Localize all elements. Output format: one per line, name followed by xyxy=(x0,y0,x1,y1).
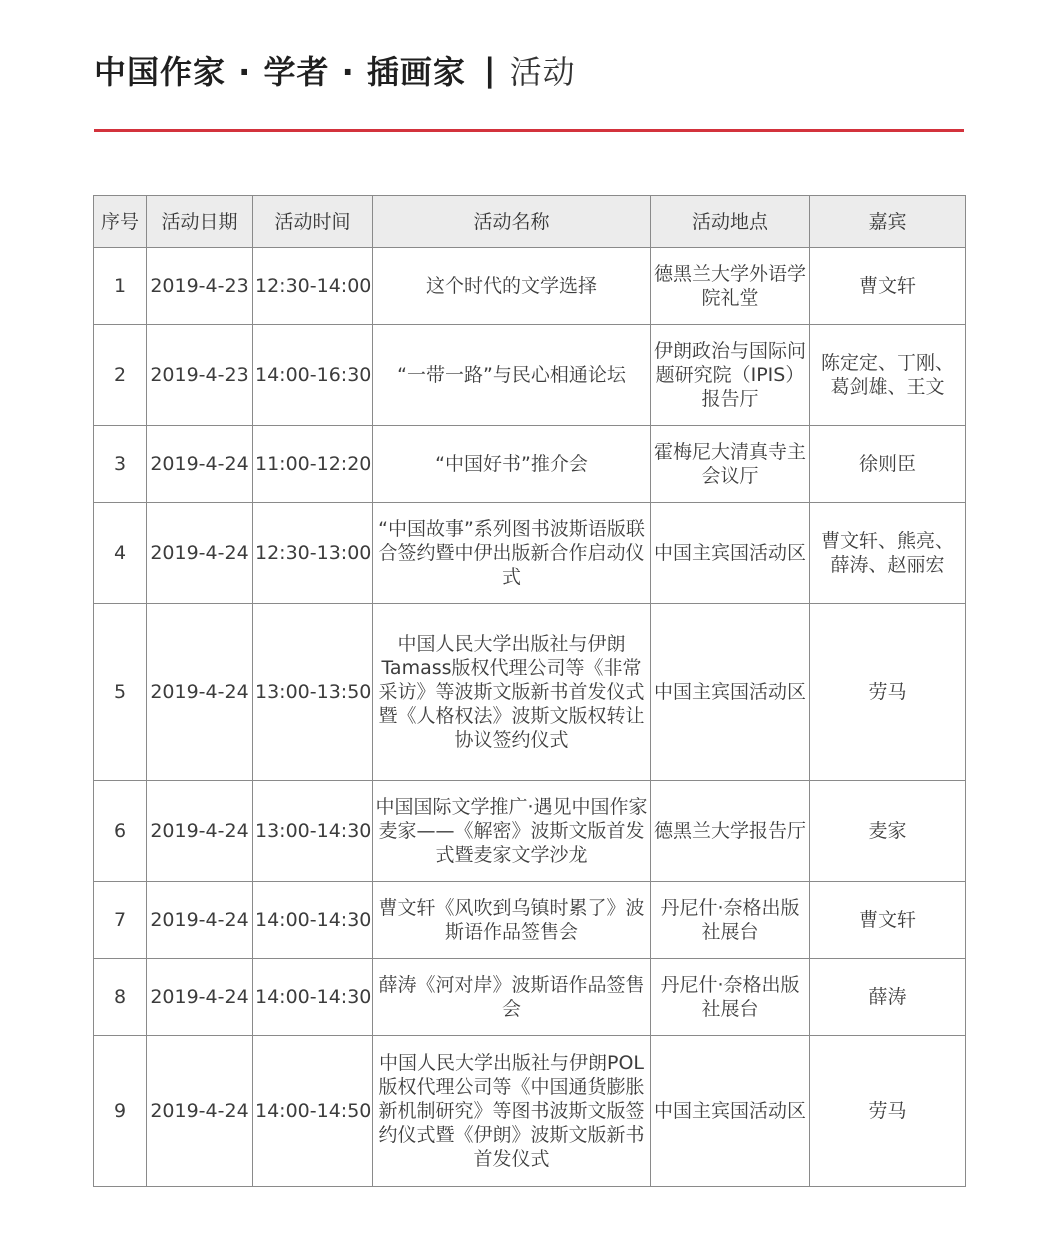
cell-guests: 劳马 xyxy=(810,604,966,781)
column-header-guests: 嘉宾 xyxy=(810,196,966,248)
title-separator: | xyxy=(483,51,496,89)
cell-venue: 德黑兰大学报告厅 xyxy=(651,781,810,882)
cell-guests: 麦家 xyxy=(810,781,966,882)
cell-guests: 曹文轩 xyxy=(810,248,966,325)
cell-venue: 中国主宾国活动区 xyxy=(651,1036,810,1187)
cell-activity-name: “中国好书”推介会 xyxy=(373,426,651,503)
cell-activity-name: “中国故事”系列图书波斯语版联合签约暨中伊出版新合作启动仪式 xyxy=(373,503,651,604)
page-header xyxy=(94,42,576,98)
cell-venue: 丹尼什·奈格出版社展台 xyxy=(651,882,810,959)
cell-date: 2019-4-23 xyxy=(147,325,253,426)
cell-no: 5 xyxy=(94,604,147,781)
cell-guests: 陈定定、丁刚、葛剑雄、王文 xyxy=(810,325,966,426)
table-row xyxy=(94,882,966,959)
cell-no: 9 xyxy=(94,1036,147,1187)
events-table xyxy=(93,195,966,1187)
cell-guests: 薛涛 xyxy=(810,959,966,1036)
cell-date: 2019-4-24 xyxy=(147,882,253,959)
cell-time: 14:00-14:50 xyxy=(253,1036,373,1187)
column-header-date: 活动日期 xyxy=(147,196,253,248)
table-header-row xyxy=(94,196,966,248)
column-header-time: 活动时间 xyxy=(253,196,373,248)
cell-time: 14:00-16:30 xyxy=(253,325,373,426)
cell-date: 2019-4-24 xyxy=(147,781,253,882)
cell-time: 13:00-14:30 xyxy=(253,781,373,882)
table-row xyxy=(94,325,966,426)
table-row xyxy=(94,604,966,781)
table-row xyxy=(94,959,966,1036)
cell-date: 2019-4-24 xyxy=(147,503,253,604)
cell-time: 12:30-14:00 xyxy=(253,248,373,325)
page-subtitle: 活动 xyxy=(509,53,576,91)
cell-venue: 中国主宾国活动区 xyxy=(651,604,810,781)
cell-activity-name: 这个时代的文学选择 xyxy=(373,248,651,325)
cell-venue: 伊朗政治与国际问题研究院（IPIS）报告厅 xyxy=(651,325,810,426)
cell-venue: 德黑兰大学外语学院礼堂 xyxy=(651,248,810,325)
cell-venue: 丹尼什·奈格出版社展台 xyxy=(651,959,810,1036)
cell-time: 14:00-14:30 xyxy=(253,959,373,1036)
table-row xyxy=(94,1036,966,1187)
page-title: 中国作家 · 学者 · 插画家 xyxy=(94,53,466,91)
cell-venue: 中国主宾国活动区 xyxy=(651,503,810,604)
cell-no: 8 xyxy=(94,959,147,1036)
cell-time: 14:00-14:30 xyxy=(253,882,373,959)
cell-no: 6 xyxy=(94,781,147,882)
cell-no: 4 xyxy=(94,503,147,604)
header-divider xyxy=(94,129,964,132)
table-row xyxy=(94,426,966,503)
cell-activity-name: 曹文轩《风吹到乌镇时累了》波斯语作品签售会 xyxy=(373,882,651,959)
cell-venue: 霍梅尼大清真寺主会议厅 xyxy=(651,426,810,503)
cell-guests: 劳马 xyxy=(810,1036,966,1187)
cell-activity-name: 中国人民大学出版社与伊朗POL版权代理公司等《中国通货膨胀新机制研究》等图书波斯文版签约仪式暨《伊朗》波斯文版新书首发仪式 xyxy=(373,1036,651,1187)
cell-activity-name: 中国人民大学出版社与伊朗Tamass版权代理公司等《非常采访》等波斯文版新书首发仪式暨《人格权法》波斯文版权转让协议签约仪式 xyxy=(373,604,651,781)
cell-time: 13:00-13:50 xyxy=(253,604,373,781)
column-header-name: 活动名称 xyxy=(373,196,651,248)
table-row xyxy=(94,781,966,882)
cell-time: 11:00-12:20 xyxy=(253,426,373,503)
cell-time: 12:30-13:00 xyxy=(253,503,373,604)
cell-no: 3 xyxy=(94,426,147,503)
cell-date: 2019-4-24 xyxy=(147,604,253,781)
cell-guests: 曹文轩 xyxy=(810,882,966,959)
cell-activity-name: 薛涛《河对岸》波斯语作品签售会 xyxy=(373,959,651,1036)
cell-activity-name: 中国国际文学推广·遇见中国作家麦家——《解密》波斯文版首发式暨麦家文学沙龙 xyxy=(373,781,651,882)
cell-date: 2019-4-24 xyxy=(147,959,253,1036)
cell-no: 2 xyxy=(94,325,147,426)
cell-activity-name: “一带一路”与民心相通论坛 xyxy=(373,325,651,426)
column-header-no: 序号 xyxy=(94,196,147,248)
cell-no: 7 xyxy=(94,882,147,959)
cell-guests: 曹文轩、熊亮、薛涛、赵丽宏 xyxy=(810,503,966,604)
cell-date: 2019-4-24 xyxy=(147,426,253,503)
cell-guests: 徐则臣 xyxy=(810,426,966,503)
column-header-venue: 活动地点 xyxy=(651,196,810,248)
table-row xyxy=(94,248,966,325)
table-row xyxy=(94,503,966,604)
cell-date: 2019-4-23 xyxy=(147,248,253,325)
cell-no: 1 xyxy=(94,248,147,325)
cell-date: 2019-4-24 xyxy=(147,1036,253,1187)
